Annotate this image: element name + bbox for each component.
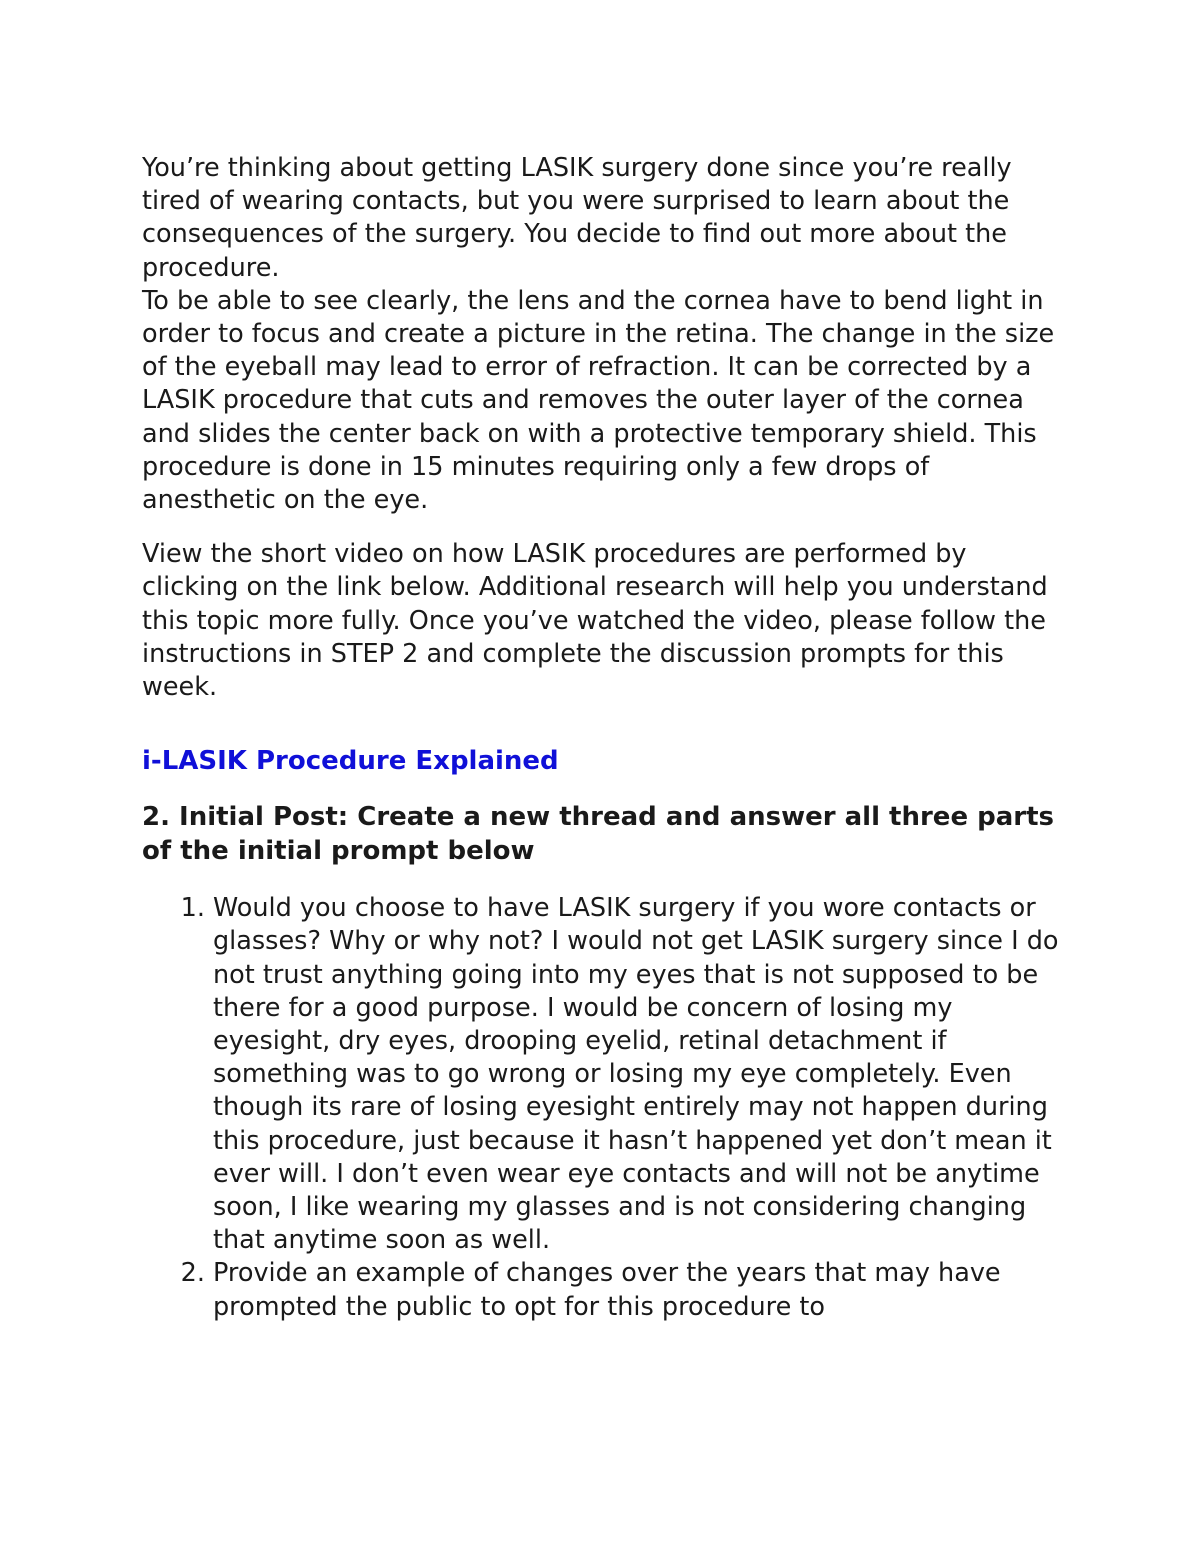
step2-heading: 2. Initial Post: Create a new thread and answer all three parts of the initial prompt below (142, 802, 1055, 867)
intro-scenario-text: You’re thinking about getting LASIK surgery done since you’re really tired of wearing contacts, but you were surprised to learn about the consequences of the surgery. You decide to find out more about the procedure. (142, 153, 1012, 283)
prompt-text: Provide an example of changes over the years that may have prompted the public to opt for this procedure to (213, 1258, 1001, 1322)
document-page (142, 152, 1062, 1324)
prompt-list (142, 892, 1062, 1324)
prompt-number: 1. (180, 893, 205, 924)
prompt-item-1 (180, 892, 1062, 1257)
prompt-item-2 (180, 1257, 1062, 1323)
video-instructions-text: View the short video on how LASIK procedures are performed by clicking on the link below. Additional research will help you understand this topic more fully. Once you’ve watched the video, please follow the instructions in STEP 2 and complete the discussion prompts for this week. (142, 539, 1048, 703)
video-link[interactable]: i-LASIK Procedure Explained (142, 746, 559, 777)
intro-explanation-text: To be able to see clearly, the lens and the cornea have to bend light in order to focus and create a picture in the retina. The change in the size of the eyeball may lead to error of refraction. It can be corrected by a LASIK procedure that cuts and removes the outer layer of the cornea and slides the center back on with a protective temporary shield. This procedure is done in 15 minutes requiring only a few drops of anesthetic on the eye. (142, 285, 1055, 516)
prompt-number: 2. (180, 1258, 205, 1289)
prompt-text: Would you choose to have LASIK surgery if you wore contacts or glasses? Why or why not? I would not get LASIK surgery since I do not trust anything going into my eyes that is not supposed to be there for a good purpose. I would be concern of losing my eyesight, dry eyes, drooping eyelid, retinal detachment if something was to go wrong or losing my eye completely. Even though its rare of losing eyesight entirely may not happen during this procedure, just because it hasn’t happened yet don’t mean it ever will. I don’t even wear eye contacts and will not be anytime soon, I like wearing my glasses and is not considering changing that anytime soon as well. (213, 893, 1059, 1256)
